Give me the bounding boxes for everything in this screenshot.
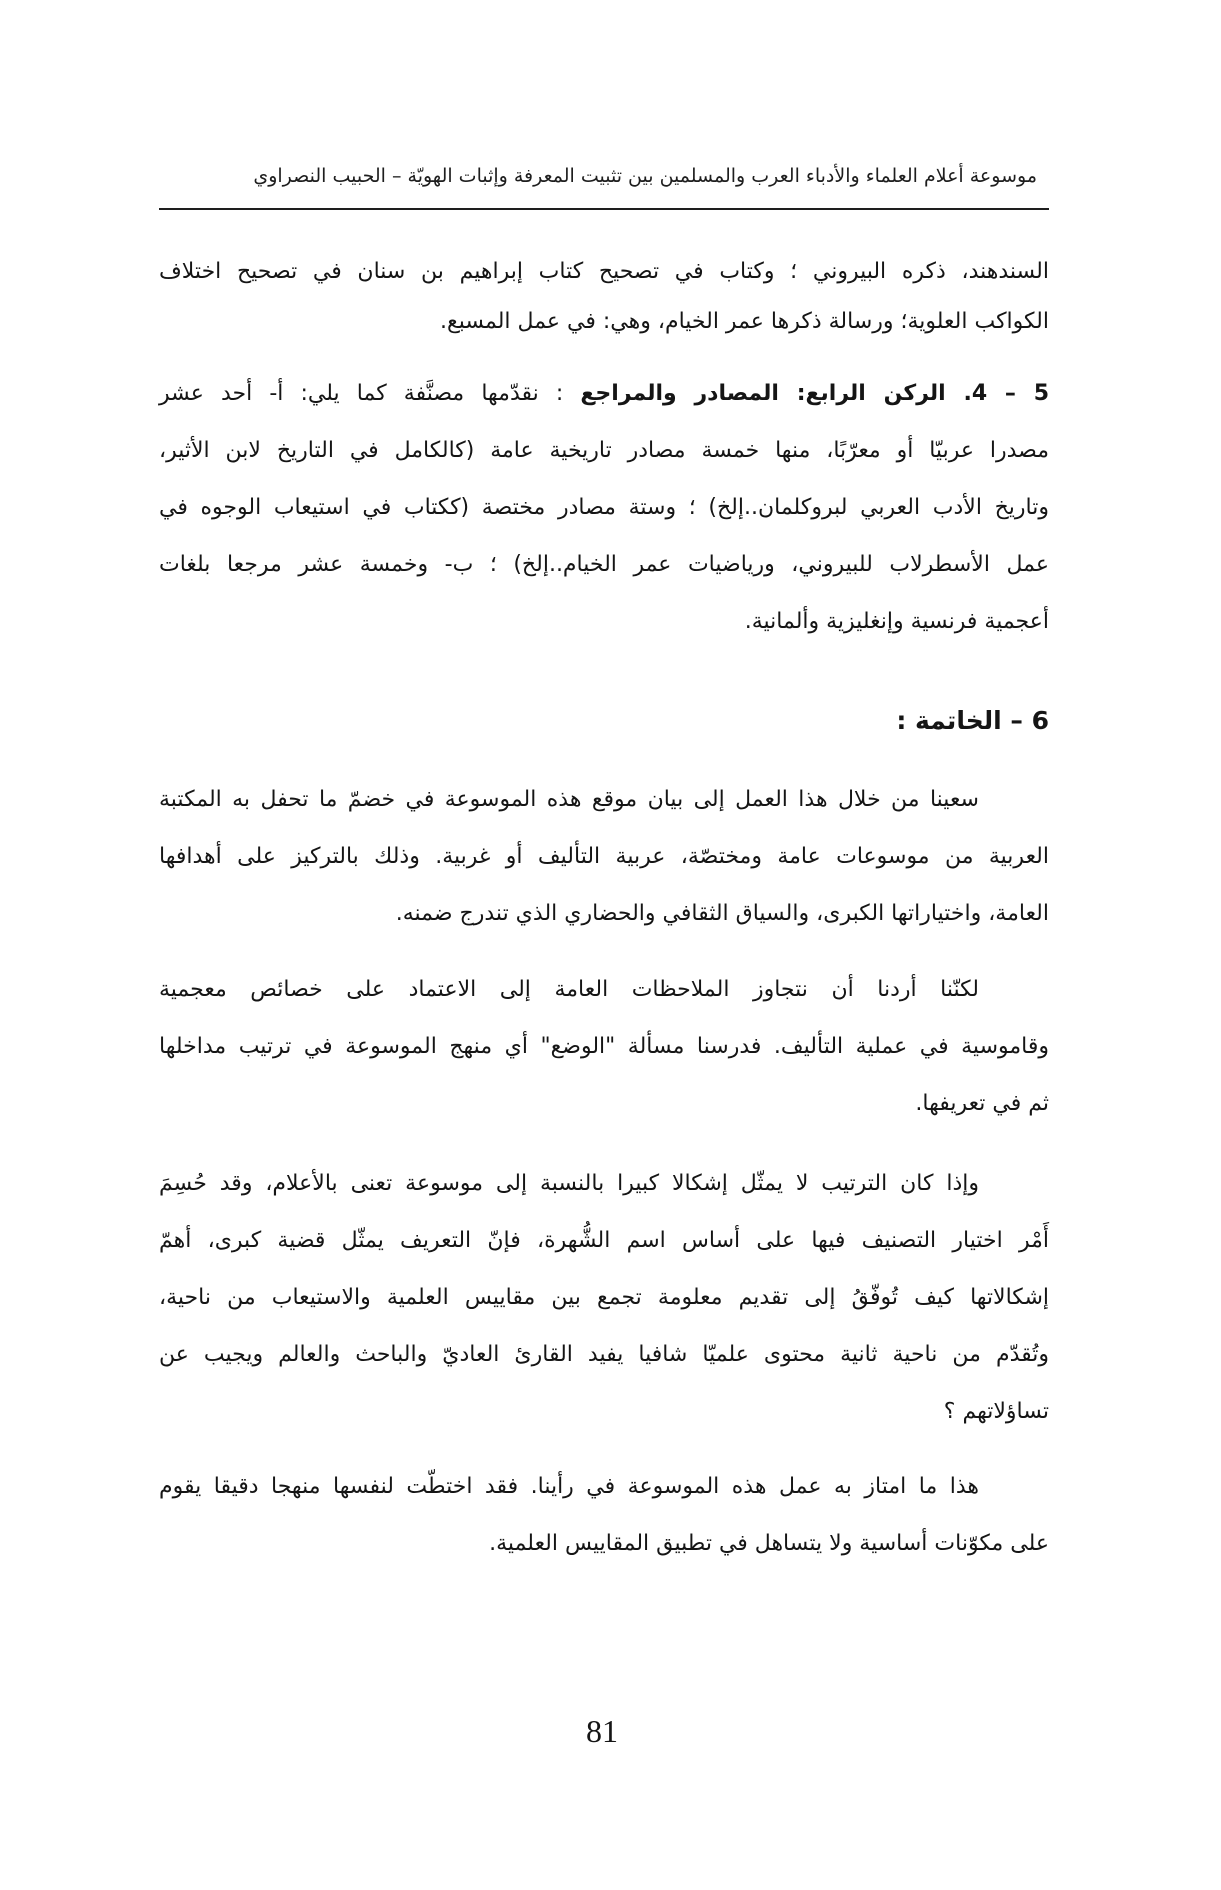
conclusion-paragraph-2 [159,961,1049,1132]
body-line: العربية من موسوعات عامة ومختصّة، عربية التأليف أو غربية. وذلك بالتركيز على أهدافها [159,844,1049,869]
body-line: أعجمية فرنسية وإنغليزية وألمانية. [744,609,1049,634]
section-6-heading: 6 – الخاتمة : [896,706,1049,735]
body-line: هذا ما امتاز به عمل هذه الموسوعة في رأينا. فقد اختطّت لنفسها منهجا دقيقا يقوم [159,1474,979,1499]
conclusion-paragraph-1 [159,771,1049,942]
body-text: : نقدّمها مصنَّفة كما يلي: أ- أحد عشر [159,381,564,406]
conclusion-paragraph-3 [159,1155,1049,1440]
body-line: الكواكب العلوية؛ ورسالة ذكرها عمر الخيام، وهي: في عمل المسبع. [440,309,1049,334]
body-line: عمل الأسطرلاب للبيروني، ورياضيات عمر الخيام..إلخ) ؛ ب- وخمسة عشر مرجعا بلغات [159,552,1049,577]
body-line: وتُقدّم من ناحية ثانية محتوى علميّا شافيا يفيد القارئ العاديّ والباحث والعالم ويجيب عن [159,1342,1049,1367]
body-line [159,365,1049,422]
body-line: سعينا من خلال هذا العمل إلى بيان موقع هذه الموسوعة في خضمّ ما تحفل به المكتبة [159,787,979,812]
section-5-4-paragraph [159,365,1049,650]
running-header: موسوعة أعلام العلماء والأدباء العرب والمسلمين بين تثبيت المعرفة وإثبات الهويّة – الحبيب النصراوي [253,165,1037,187]
body-line: ثم في تعريفها. [915,1091,1049,1116]
page-number: 81 [586,1713,618,1749]
body-line: لكنّنا أردنا أن نتجاوز الملاحظات العامة إلى الاعتماد على خصائص معجمية [159,977,979,1002]
body-line: على مكوّنات أساسية ولا يتساهل في تطبيق المقاييس العلمية. [489,1531,1049,1556]
body-line: وإذا كان الترتيب لا يمثّل إشكالا كبيرا بالنسبة إلى موسوعة تعنى بالأعلام، وقد حُسِمَ [159,1171,979,1196]
section-5-4-title: 5 – 4. الركن الرابع: المصادر والمراجع [580,381,1049,406]
header-rule [159,208,1049,210]
body-line: أَمْر اختيار التصنيف فيها على أساس اسم الشُّهرة، فإنّ التعريف يمثّل قضية كبرى، أهمّ [159,1228,1049,1253]
body-line: وتاريخ الأدب العربي لبروكلمان..إلخ) ؛ وستة مصادر مختصة (ككتاب في استيعاب الوجوه في [159,495,1049,520]
body-line: إشكالاتها كيف تُوفّقُ إلى تقديم معلومة تجمع بين مقاييس العلمية والاستيعاب من ناحية، [159,1285,1049,1310]
body-line: السندهند، ذكره البيروني ؛ وكتاب في تصحيح كتاب إبراهيم بن سنان في تصحيح اختلاف [159,259,1049,284]
body-line: وقاموسية في عملية التأليف. فدرسنا مسألة "الوضع" أي منهج الموسوعة في ترتيب مداخلها [159,1034,1049,1059]
paragraph-continuation [159,247,1049,347]
body-line: تساؤلاتهم ؟ [943,1399,1049,1424]
body-line: العامة، واختياراتها الكبرى، والسياق الثقافي والحضاري الذي تندرج ضمنه. [395,901,1049,926]
body-line: مصدرا عربيّا أو معرّبًا، منها خمسة مصادر تاريخية عامة (كالكامل في التاريخ لابن الأثير، [159,438,1049,463]
conclusion-paragraph-4 [159,1458,1049,1572]
